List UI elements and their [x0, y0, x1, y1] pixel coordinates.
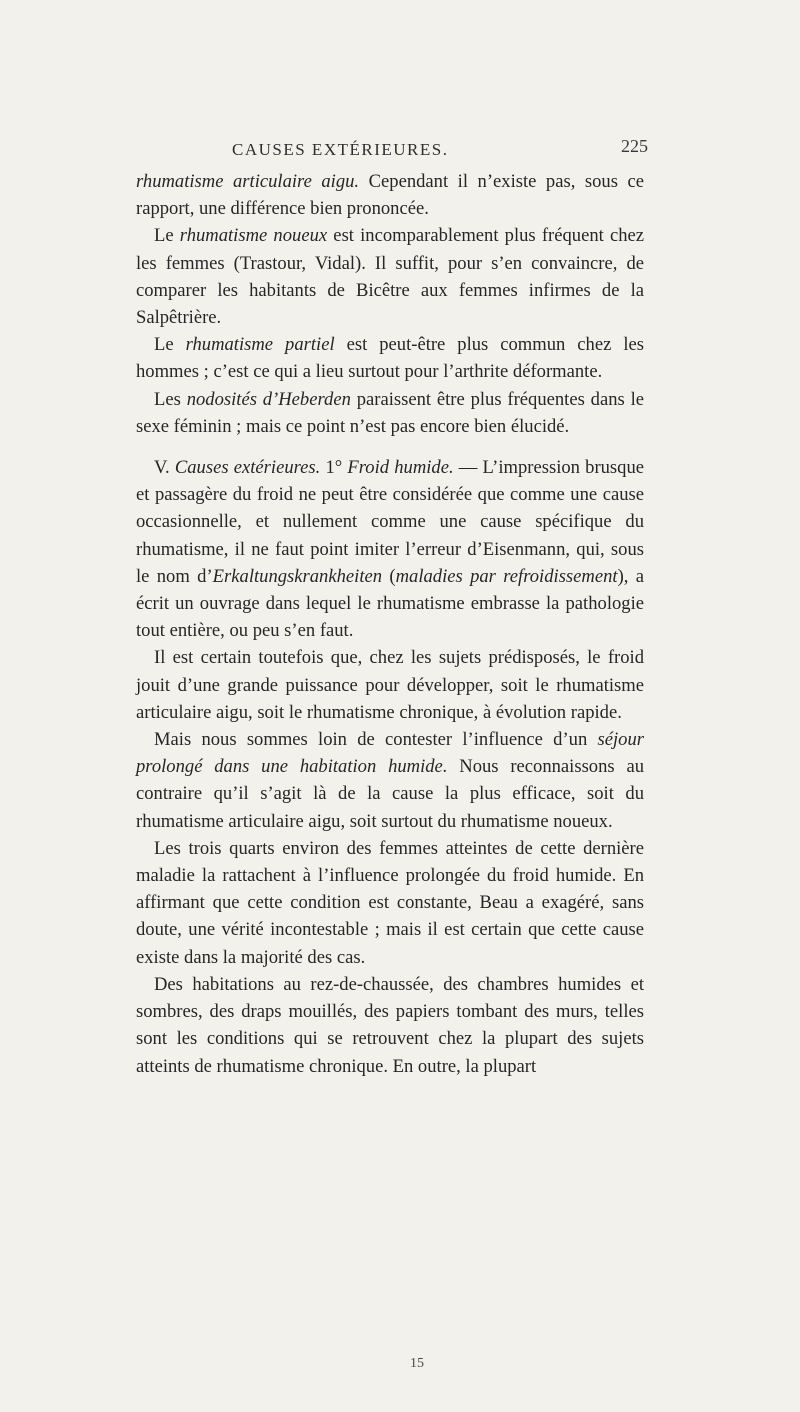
- italic-text: maladies par refroidissement: [395, 565, 618, 587]
- paragraph: [136, 168, 644, 222]
- italic-text: Froid humide.: [347, 457, 454, 479]
- italic-text: Causes extérieures.: [174, 457, 321, 479]
- italic-text: rhumatisme partiel: [185, 334, 335, 356]
- paragraph: [136, 331, 644, 385]
- text-run: — L’impression brusque et passagère du froid ne peut être considérée que comme une cause occasionnelle, et nullement comme une cause spécifique du rhumatisme, il ne faut point imiter l’erreur d’Eisenmann, qui, sous le nom d’: [136, 457, 645, 587]
- italic-text: rhumatisme articulaire aigu.: [136, 171, 360, 192]
- text-run: Le: [154, 225, 180, 247]
- paragraph: [136, 386, 644, 440]
- text-run: ), a écrit un ouvrage dans lequel le rhumatisme embrasse la pathologie tout entière, ou peu s’en faut.: [136, 565, 645, 642]
- running-title: CAUSES EXTÉRIEURES.: [232, 140, 449, 159]
- paragraph: [136, 454, 644, 644]
- italic-text: Erkaltungskrankheiten: [212, 565, 383, 587]
- paragraph: [136, 971, 644, 1080]
- page-number: 225: [621, 136, 648, 156]
- text-run: (: [382, 565, 396, 587]
- italic-text: nodosités d’Heberden: [186, 388, 351, 410]
- paragraph: [136, 222, 644, 331]
- text-run: est incomparablement plus fréquent chez les femmes (Trastour, Vidal). Il suffit, pour s’en convaincre, de comparer les habitants de Bicêtre aux femmes infirmes de la Salpêtrière.: [136, 225, 645, 329]
- signature-mark: 15: [410, 1356, 424, 1371]
- paragraph: [136, 644, 644, 726]
- text-run: 1°: [320, 457, 348, 479]
- text-run: Le: [154, 334, 186, 356]
- italic-text: rhumatisme noueux: [179, 225, 328, 247]
- paragraph: [136, 835, 644, 971]
- body-text: [136, 168, 644, 1080]
- text-run: V.: [154, 457, 175, 479]
- text-run: Nous reconnaissons au contraire qu’il s’agit là de la cause la plus efficace, soit du rhumatisme articulaire aigu, soit surtout du rhumatisme noueux.: [136, 756, 644, 832]
- paragraph: [136, 726, 644, 835]
- text-run: Les trois quarts environ des femmes atteintes de cette dernière maladie la rattachent à l’influence prolongée du froid humide. En affirmant que cette condition est constante, Beau a exagéré, sans doute, une vérité incontestable ; mais il est certain que cette cause existe dans la majorité des cas.: [136, 837, 644, 968]
- italic-text: séjour prolongé dans une habitation humide.: [136, 729, 644, 778]
- text-run: est peut-être plus commun chez les hommes ; c’est ce qui a lieu surtout pour l’arthrite déformante.: [136, 334, 644, 383]
- text-run: paraissent être plus fréquentes dans le sexe féminin ; mais ce point n’est pas encore bien élucidé.: [136, 388, 644, 437]
- text-run: Des habitations au rez-de-chaussée, des chambres humides et sombres, des draps mouillés, des papiers tombant des murs, telles sont les conditions qui se retrouvent chez la plupart des sujets atteints de rhumatisme chronique. En outre, la plupart: [136, 973, 644, 1077]
- text-run: Mais nous sommes loin de contester l’influence d’un: [154, 729, 598, 751]
- text-run: Il est certain toutefois que, chez les sujets prédisposés, le froid jouit d’une grande puissance pour développer, soit le rhumatisme articulaire aigu, soit le rhumatisme chronique, à évolution rapide.: [136, 647, 644, 723]
- text-run: Cependant il n’existe pas, sous ce rapport, une différence bien prononcée.: [136, 171, 645, 220]
- text-run: Les: [154, 388, 187, 410]
